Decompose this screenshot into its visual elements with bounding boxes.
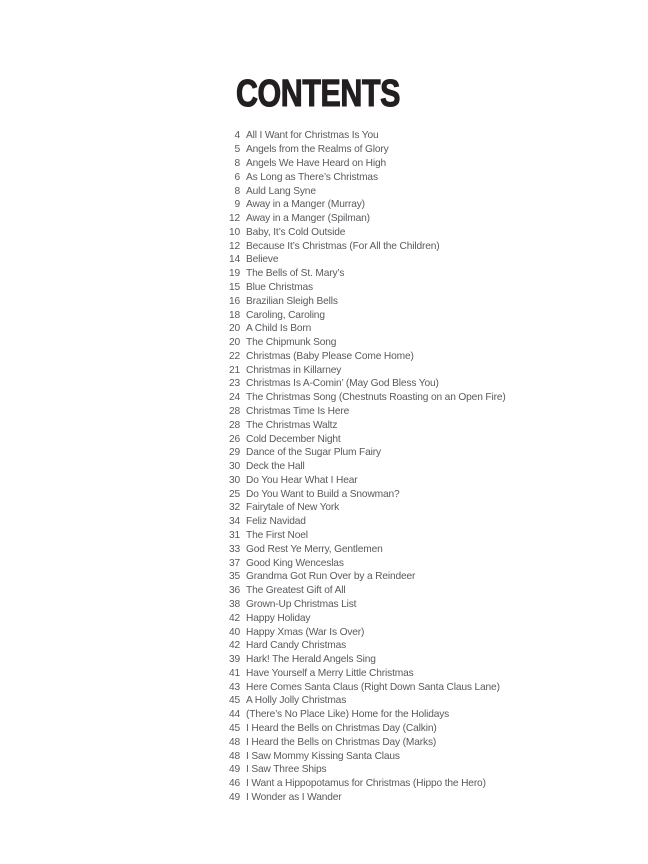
toc-entry-page-number: 8 [234,185,240,197]
toc-entry-page-number: 32 [228,502,240,514]
toc-entry [195,501,615,515]
toc-entry-page-number: 43 [228,681,240,693]
toc-entry-page-number: 4 [234,130,240,142]
toc-entry-song-title: Angels from the Realms of Glory [246,144,389,156]
toc-entry [195,418,615,432]
toc-entry-song-title: Do You Want to Build a Snowman? [246,488,400,500]
toc-entry-song-title: I Heard the Bells on Christmas Day (Calkin) [246,722,437,734]
toc-entry-song-title: Grown-Up Christmas List [246,598,357,610]
toc-entry-song-title: A Holly Jolly Christmas [246,695,347,707]
toc-entry [195,460,615,474]
toc-entry [195,515,615,529]
toc-entry [195,281,615,295]
toc-entry-page-number: 31 [228,530,240,542]
toc-entry-song-title: Angels We Have Heard on High [246,157,387,169]
toc-entry-page-number: 22 [228,350,240,362]
toc-entry [195,542,615,556]
toc-entry [195,239,615,253]
toc-entry [195,639,615,653]
toc-entry [195,129,615,143]
toc-entry-page-number: 49 [228,764,240,776]
toc-entry-song-title: The Bells of St. Mary’s [246,268,345,280]
toc-entry-song-title: Christmas in Killarney [246,364,342,376]
toc-entry [195,157,615,171]
toc-entry-song-title: The Christmas Song (Chestnuts Roasting on an Open Fire) [246,392,506,404]
toc-entry [195,680,615,694]
toc-entry-page-number: 20 [228,323,240,335]
toc-entry-page-number: 14 [228,254,240,266]
toc-entry-song-title: Hark! The Herald Angels Sing [246,654,376,666]
toc-entry [195,184,615,198]
toc-entry [195,253,615,267]
toc-entry [195,446,615,460]
toc-entry-song-title: Deck the Hall [246,461,305,473]
toc-entry-page-number: 46 [228,778,240,790]
toc-entry-page-number: 15 [228,281,240,293]
toc-entry-song-title: The Chipmunk Song [246,337,337,349]
toc-entry-song-title: Auld Lang Syne [246,185,316,197]
toc-entry [195,529,615,543]
toc-entry [195,570,615,584]
toc-entry-page-number: 10 [228,226,240,238]
toc-entry [195,267,615,281]
toc-entry-page-number: 44 [228,709,240,721]
toc-entry-song-title: Here Comes Santa Claus (Right Down Santa Claus Lane) [246,681,500,693]
toc-entry-page-number: 16 [228,295,240,307]
toc-entry-song-title: Happy Xmas (War Is Over) [246,626,365,638]
toc-entry-page-number: 35 [228,571,240,583]
toc-entry-page-number: 9 [234,199,240,211]
toc-entry-song-title: Because It’s Christmas (For All the Children) [246,240,440,252]
toc-entry-page-number: 12 [228,213,240,225]
toc-entry-page-number: 45 [228,722,240,734]
toc-entry-song-title: Fairytale of New York [246,502,340,514]
toc-entry-page-number: 48 [228,736,240,748]
toc-entry [195,598,615,612]
toc-entry-page-number: 20 [228,337,240,349]
toc-entry-song-title: Dance of the Sugar Plum Fairy [246,447,381,459]
toc-entry-page-number: 45 [228,695,240,707]
toc-entry [195,322,615,336]
toc-entry-page-number: 48 [228,750,240,762]
toc-entry [195,294,615,308]
toc-entry-page-number: 49 [228,791,240,803]
toc-entry [195,432,615,446]
toc-entry-song-title: Away in a Manger (Spilman) [246,213,370,225]
toc-entry [195,225,615,239]
toc-entry [195,584,615,598]
toc-entry-page-number: 42 [228,612,240,624]
toc-entry-song-title: Blue Christmas [246,281,313,293]
toc-entry-song-title: Christmas Is A-Comin’ (May God Bless You) [246,378,439,390]
toc-entry-page-number: 30 [228,461,240,473]
toc-entry [195,198,615,212]
toc-entry-page-number: 24 [228,392,240,404]
toc-entry-page-number: 8 [234,157,240,169]
toc-entry-song-title: Happy Holiday [246,612,311,624]
toc-entry [195,749,615,763]
toc-entry-song-title: Believe [246,254,279,266]
toc-entry-page-number: 39 [228,654,240,666]
toc-entry [195,143,615,157]
toc-entry [195,625,615,639]
toc-entry [195,777,615,791]
toc-entry-song-title: All I Want for Christmas Is You [246,130,379,142]
toc-entry-song-title: I Heard the Bells on Christmas Day (Marks) [246,736,437,748]
toc-entry-song-title: I Saw Mommy Kissing Santa Claus [246,750,400,762]
toc-entry-song-title: Christmas Time Is Here [246,406,350,418]
toc-entry [195,763,615,777]
toc-list [195,129,615,804]
toc-entry-song-title: Do You Hear What I Hear [246,474,358,486]
toc-entry [195,377,615,391]
toc-entry-song-title: Brazilian Sleigh Bells [246,295,338,307]
toc-entry-song-title: Good King Wenceslas [246,557,344,569]
toc-entry-page-number: 33 [228,543,240,555]
toc-entry-page-number: 23 [228,378,240,390]
toc-entry-song-title: Baby, It’s Cold Outside [246,226,346,238]
toc-entry-song-title: Feliz Navidad [246,516,306,528]
toc-entry [195,350,615,364]
toc-entry-song-title: The First Noel [246,530,308,542]
toc-entry-song-title: God Rest Ye Merry, Gentlemen [246,543,383,555]
toc-entry-page-number: 25 [228,488,240,500]
toc-entry-song-title: Grandma Got Run Over by a Reindeer [246,571,416,583]
toc-entry-page-number: 5 [234,144,240,156]
toc-entry [195,363,615,377]
toc-entry-page-number: 26 [228,433,240,445]
toc-entry-page-number: 34 [228,516,240,528]
toc-entry-song-title: I Wonder as I Wander [246,791,342,803]
toc-entry-song-title: Have Yourself a Merry Little Christmas [246,667,414,679]
toc-entry-page-number: 12 [228,240,240,252]
page-title: CONTENTS [236,73,400,115]
toc-entry [195,708,615,722]
toc-entry [195,556,615,570]
toc-entry [195,735,615,749]
toc-entry [195,791,615,805]
toc-entry-page-number: 37 [228,557,240,569]
toc-entry [195,308,615,322]
toc-entry [195,336,615,350]
toc-entry-page-number: 28 [228,406,240,418]
toc-entry-page-number: 38 [228,598,240,610]
toc-entry [195,611,615,625]
toc-entry-song-title: I Saw Three Ships [246,764,327,776]
toc-entry-song-title: As Long as There’s Christmas [246,171,378,183]
toc-entry-song-title: Caroling, Caroling [246,309,325,321]
toc-entry [195,694,615,708]
toc-entry-page-number: 41 [228,667,240,679]
toc-entry-song-title: Cold December Night [246,433,341,445]
toc-entry [195,170,615,184]
toc-entry [195,666,615,680]
toc-entry-page-number: 18 [228,309,240,321]
toc-entry-page-number: 6 [234,171,240,183]
toc-entry-page-number: 19 [228,268,240,280]
toc-entry [195,474,615,488]
toc-entry-page-number: 42 [228,640,240,652]
toc-entry [195,405,615,419]
toc-entry [195,391,615,405]
toc-entry-page-number: 40 [228,626,240,638]
toc-entry-song-title: I Want a Hippopotamus for Christmas (Hippo the Hero) [246,778,486,790]
toc-entry-page-number: 36 [228,585,240,597]
toc-entry-song-title: (There’s No Place Like) Home for the Holidays [246,709,450,721]
toc-entry [195,212,615,226]
toc-entry-page-number: 30 [228,474,240,486]
toc-entry-song-title: Christmas (Baby Please Come Home) [246,350,414,362]
toc-entry-song-title: Hard Candy Christmas [246,640,347,652]
toc-entry-page-number: 28 [228,419,240,431]
toc-entry-song-title: The Christmas Waltz [246,419,338,431]
toc-entry-song-title: A Child Is Born [246,323,312,335]
toc-entry [195,487,615,501]
toc-entry-song-title: Away in a Manger (Murray) [246,199,365,211]
toc-entry-page-number: 29 [228,447,240,459]
toc-entry-song-title: The Greatest Gift of All [246,585,346,597]
toc-entry [195,653,615,667]
toc-entry-page-number: 21 [228,364,240,376]
toc-entry [195,722,615,736]
